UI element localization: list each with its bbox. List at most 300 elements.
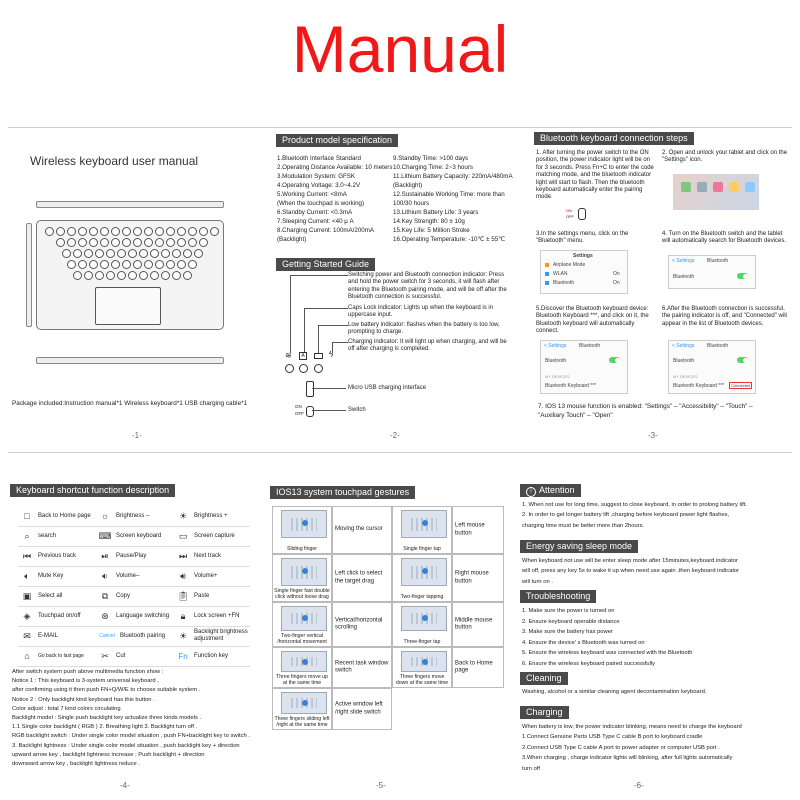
list-line: 4. Ensure the device' s Bluetooth was turned on xyxy=(522,639,645,646)
page-1 xyxy=(8,128,262,448)
list-line: 8.Charging Current: 100mA/200mA xyxy=(277,227,374,234)
gesture-function: Moving the cursor xyxy=(335,526,383,533)
list-line: will turn on . xyxy=(522,578,553,585)
step-7: 7. IOS 13 mouse function is enabled: "Settings" – "Accessibility" – "Touch" – "Auxiliary Touch" – "Open" xyxy=(538,403,753,419)
fn-key-icon: Fn xyxy=(178,651,188,661)
lock-icon: 🔒︎ xyxy=(180,610,186,621)
keyboard-key xyxy=(106,271,115,280)
gesture-cell xyxy=(332,554,392,602)
keyboard-key xyxy=(144,238,153,247)
bluetooth-title: Bluetooth xyxy=(579,343,601,349)
shortcut-row xyxy=(18,646,250,666)
keyboard-key xyxy=(78,238,87,247)
guide-note-2: Caps Lock indicator: Lights up when the keyboard is in uppercase input. xyxy=(348,305,494,319)
shortcut-row xyxy=(18,526,250,546)
list-line: 14.Key Strength: 80 ± 10g xyxy=(393,218,465,225)
keyboard-key xyxy=(144,227,153,236)
list-line: 10.Charging Time: 2~3 hours xyxy=(393,164,473,171)
shortcut-cell xyxy=(174,606,248,626)
step-4: 4. Turn on the Bluetooth switch and the tablet will automatically search for Bluetooth devices. xyxy=(662,231,787,245)
shortcut-cell xyxy=(174,566,248,586)
home-icon: □ xyxy=(24,511,30,521)
list-line: (When the touchpad is working) xyxy=(277,200,365,207)
shortcut-label: Lock screen +FN xyxy=(194,612,240,619)
spec-header: Product model specification xyxy=(276,134,398,147)
attention-header xyxy=(520,484,581,497)
keyboard-side-edge xyxy=(26,223,32,327)
gesture-diagram xyxy=(281,692,327,714)
guide-header: Getting Started Guide xyxy=(276,258,375,271)
switch-off-label: OFF xyxy=(295,411,304,416)
my-devices-label: MY DEVICES xyxy=(673,374,698,379)
touchpad-icon: ◈ xyxy=(23,610,31,621)
wlan-item[interactable]: WLAN xyxy=(553,271,568,277)
keyboard-key xyxy=(177,227,186,236)
keyboard-key xyxy=(67,260,76,269)
next-track-icon: ⏭ xyxy=(178,550,188,561)
bluetooth-title: Bluetooth xyxy=(707,258,729,264)
bluetooth-value: On xyxy=(613,280,620,286)
bluetooth-toggle[interactable] xyxy=(737,357,748,363)
shortcut-cell xyxy=(174,626,248,646)
gesture-cell xyxy=(332,647,392,688)
keyboard-key xyxy=(199,238,208,247)
caps-icon: A xyxy=(299,352,307,360)
back-settings[interactable]: < Settings xyxy=(672,258,695,264)
list-line: 3.Modulation System: GFSK xyxy=(277,173,356,180)
shortcut-cell xyxy=(96,586,170,606)
keyboard-key xyxy=(177,238,186,247)
step-3: 3.In the settings menu, click on the "Bluetooth" menu. xyxy=(536,231,629,245)
keyboard-key xyxy=(155,238,164,247)
keyboard-key xyxy=(117,271,126,280)
info-icon: ! xyxy=(526,487,536,497)
keyboard-key xyxy=(122,238,131,247)
keyboard-key xyxy=(166,260,175,269)
gesture-cell xyxy=(332,602,392,647)
shortcut-label: Mute Key xyxy=(38,572,64,579)
gesture-cell xyxy=(392,647,452,688)
shortcut-cell xyxy=(174,586,248,606)
finger-dot xyxy=(302,659,308,665)
keyboard-key xyxy=(155,227,164,236)
shortcut-cell xyxy=(18,606,92,626)
search-icon: ⌕ xyxy=(24,530,30,541)
list-line: 6. Ensure the wireless keyboard paired successfully xyxy=(522,660,656,667)
keyboard-key xyxy=(56,227,65,236)
gesture-name: Two-finger tapping xyxy=(400,594,444,600)
page-2 xyxy=(270,128,520,448)
list-line: 1. Make sure the power is turned on xyxy=(522,608,615,614)
shortcut-label: Bluetooth pairing xyxy=(120,632,166,639)
keyboard-key xyxy=(84,249,93,258)
cleaning-text: Washing, alcohol or a similar cleaning agent decontamination keyboard. xyxy=(522,689,707,695)
keyboard-key xyxy=(111,227,120,236)
keyboard-key xyxy=(183,271,192,280)
shortcut-label: Brightness – xyxy=(116,512,150,519)
back-icon: ⌂ xyxy=(24,651,30,661)
page-5 xyxy=(264,478,510,794)
gesture-cell xyxy=(272,647,332,688)
gesture-name: Three fingers move down at the same time xyxy=(395,674,449,686)
gesture-cell xyxy=(392,554,452,602)
gesture-name: Two-finger vertical /horizontal movement xyxy=(277,633,327,645)
shortcut-label: Previous track xyxy=(38,552,77,559)
back-settings[interactable]: < Settings xyxy=(672,343,695,349)
finger-dot xyxy=(302,520,308,526)
list-line: 3. Backlight lightness : Under single color model situation , push backlight key + direction xyxy=(12,742,240,749)
gesture-function: Middle mouse button xyxy=(455,616,493,631)
gesture-cell xyxy=(452,688,504,730)
keyboard-key xyxy=(73,249,82,258)
shortcut-cell xyxy=(18,586,92,606)
keyboard-key xyxy=(199,227,208,236)
shortcut-label: Language switching xyxy=(116,612,170,619)
bluetooth-row: Bluetooth xyxy=(673,358,695,364)
bluetooth-toggle[interactable] xyxy=(737,273,748,279)
brightness-up-icon: ☀ xyxy=(178,510,188,521)
keyboard-key xyxy=(73,271,82,280)
shortcut-cell xyxy=(96,526,170,546)
shortcut-cell xyxy=(18,506,92,526)
step-1: 1. After turning the power switch to the ON position, the power indicator light will be on for 3 seconds. Press Fn+C to enter the code matching mode, and the bluetooth indicator light will start to flash. Then the bluetooth keyboard automatically enter the pairing mode. xyxy=(536,150,654,201)
finger-dot xyxy=(302,568,308,574)
keyboard-key xyxy=(155,260,164,269)
page-4 xyxy=(8,478,258,794)
gesture-cell xyxy=(392,602,452,647)
keyboard-key xyxy=(45,227,54,236)
shortcut-label: Copy xyxy=(116,592,131,599)
shortcut-cell xyxy=(96,546,170,566)
list-line: 12.Sustainable Working Time: more than xyxy=(393,191,505,198)
step-6: 6.After the Bluetooth connection is successful, the pairing indicator is off, and "Connected" will appear in the list of Bluetooth devices. xyxy=(662,306,787,327)
keyboard-key xyxy=(172,271,181,280)
keyboard-key xyxy=(89,238,98,247)
keyboard-key xyxy=(67,238,76,247)
list-line: 9.Standby Time: >100 days xyxy=(393,155,469,162)
list-line: 1. When not use for long time, suggest to close keyboard, in order to prolong battery lift. xyxy=(522,502,747,508)
gesture-cell xyxy=(272,506,332,554)
sleep-list xyxy=(522,556,739,587)
mini-on: ON xyxy=(566,208,572,213)
keyboard-key xyxy=(183,249,192,258)
power-switch-icon xyxy=(578,208,586,220)
bt-keyboard-device[interactable]: Bluetooth Keyboard *** xyxy=(673,383,725,389)
keyboard-key xyxy=(56,238,65,247)
backlight-icon: ☀ xyxy=(178,630,188,641)
gesture-name: Three-finger tap xyxy=(403,639,441,645)
shortcut-row xyxy=(18,506,250,526)
page-number: -6- xyxy=(634,781,644,790)
shortcut-cell xyxy=(18,546,92,566)
keyboard-key xyxy=(166,227,175,236)
manual-title: Manual xyxy=(291,12,509,86)
keyboard-key xyxy=(194,249,203,258)
page-1-heading: Wireless keyboard user manual xyxy=(30,154,199,168)
keyboard-key xyxy=(122,260,131,269)
bluetooth-row: Bluetooth xyxy=(673,274,695,280)
shortcut-cell xyxy=(96,606,170,626)
shortcut-row xyxy=(18,546,250,566)
step-2: 2. Open and unlock your tablet and click on the "Settings" icon. xyxy=(662,150,788,164)
gesture-name: Single finger fast double click without loose drag xyxy=(274,588,330,600)
list-line: Notice 2 : Only backlight kind keyboard has this button . xyxy=(12,696,155,703)
keyboard-key xyxy=(188,238,197,247)
guide-note-1: Switching power and Bluetooth connection indicator: Press and hold the power switch for 3 seconds, it will flash after entering the Bluetooth pairing mode, and will be off after the Bluetooth connection is successful. xyxy=(348,272,507,301)
gesture-name: Three fingers sliding left /right at the same time xyxy=(274,716,330,728)
keyboard-bottom-edge xyxy=(36,357,224,364)
shortcut-notes xyxy=(12,668,250,769)
back-settings[interactable]: < Settings xyxy=(544,343,567,349)
list-line: upward arrow key , backlight lightness increase ; Push backlight + direction xyxy=(12,751,205,758)
gesture-diagram xyxy=(281,510,327,538)
gesture-cell xyxy=(392,506,452,554)
shortcut-cell xyxy=(18,526,92,546)
page-number: -5- xyxy=(376,781,386,790)
select-all-icon: ▣ xyxy=(22,590,32,601)
gesture-diagram xyxy=(401,510,447,538)
shortcut-label: Go back to last page xyxy=(38,652,84,659)
keyboard-key xyxy=(78,227,87,236)
list-line: turn off xyxy=(522,765,540,772)
bluetooth-row: Bluetooth xyxy=(545,358,567,364)
shortcut-label: Function key xyxy=(194,652,229,659)
shortcut-row xyxy=(18,626,250,646)
guide-note-3: Low battery indicator: flashes when the battery is too low, prompting to charge. xyxy=(348,322,500,336)
list-line: after confirming using it then push FN+Q/W/E to choose suitable system . xyxy=(12,687,201,694)
charging-list xyxy=(522,722,742,774)
keyboard-key xyxy=(144,260,153,269)
shortcut-cell xyxy=(18,566,92,586)
settings-title: Settings xyxy=(573,253,593,259)
shortcut-row xyxy=(18,566,250,586)
gesture-cell xyxy=(332,506,392,554)
list-line: 11.Lithium Battery Capacity: 220mA/480mA xyxy=(393,173,513,180)
gesture-cell xyxy=(452,506,504,554)
connection-header: Bluetooth keyboard connection steps xyxy=(534,132,694,145)
list-line: 5. Ensure the wireless keyboard was connected with the Bluetooth xyxy=(522,650,693,657)
list-line: 15.Key Life: 5 Million Stroke xyxy=(393,227,470,234)
keyboard-key xyxy=(78,260,87,269)
keyboard-key xyxy=(161,271,170,280)
keyboard-key xyxy=(100,260,109,269)
bluetooth-title: Bluetooth xyxy=(707,343,729,349)
package-included: Package included:Instruction manual*1 Wireless keyboard*1 USB charging cable*1 xyxy=(12,400,248,407)
keyboard-key xyxy=(111,260,120,269)
gesture-diagram xyxy=(401,606,447,631)
keyboard-key xyxy=(111,238,120,247)
previous-track-icon: ⏮ xyxy=(22,550,32,561)
shortcut-label: Backlight brightness adjustment xyxy=(194,629,248,642)
finger-dot xyxy=(422,568,428,574)
bluetooth-toggle[interactable] xyxy=(609,357,620,363)
shortcut-label: Paste xyxy=(194,592,210,599)
power-switch-icon xyxy=(306,406,314,417)
list-line: (Backlight) xyxy=(393,182,423,189)
list-line: After switch system push above multimedia function show : xyxy=(12,669,164,675)
attention-list xyxy=(522,500,747,531)
bluetooth-toggle-screenshot xyxy=(668,255,756,289)
shortcut-row xyxy=(18,606,250,626)
gesture-cell xyxy=(452,602,504,647)
gesture-name: Single finger tap xyxy=(403,546,441,552)
keyboard-key xyxy=(84,271,93,280)
keyboard-key xyxy=(210,227,219,236)
gesture-cell xyxy=(332,688,392,730)
mini-off: OFF xyxy=(566,214,574,219)
gesture-diagram xyxy=(281,606,327,631)
gesture-diagram xyxy=(281,558,327,586)
shortcut-cell xyxy=(96,506,170,526)
page-6 xyxy=(516,478,792,794)
keyboard-key xyxy=(150,249,159,258)
charging-header: Charging xyxy=(520,706,569,719)
copy-icon: ⧉ xyxy=(101,590,109,601)
list-line: 2.Connect USB Type C cable A port to power adapter or computer USB port . xyxy=(522,744,720,751)
keyboard-key xyxy=(89,260,98,269)
gesture-function: Vertical/horizontal scrolling xyxy=(335,616,383,631)
screenshot-icon: ▭ xyxy=(178,530,188,541)
shortcut-row xyxy=(18,586,250,606)
shortcut-label: Brightness + xyxy=(194,512,228,519)
usb-port-icon xyxy=(306,381,314,397)
shortcut-label: Back to Home page xyxy=(38,512,91,519)
list-line: 3.When charging , charge indicator lights will blinking, after full lights automatically xyxy=(522,755,733,762)
shortcut-label: Touchpad on/off xyxy=(38,612,81,619)
usb-label: Micro USB charging interface xyxy=(348,385,427,391)
gestures-header: IOS13 system touchpad gestures xyxy=(270,486,415,499)
guide-note-4: Charging indicator: It will light up when charging, and will be off after charging is completed. xyxy=(348,339,507,353)
shortcut-label: Pause/Play xyxy=(116,552,147,559)
gesture-cell xyxy=(272,688,332,730)
keyboard-top-edge xyxy=(36,201,224,208)
shortcut-header: Keyboard shortcut function description xyxy=(10,484,175,497)
gesture-name: Sliding finger xyxy=(287,546,317,552)
shortcut-cell xyxy=(96,566,170,586)
bluetooth-pairing-icon: Cancel xyxy=(99,633,115,639)
shortcut-label: Volume+ xyxy=(194,572,218,579)
switch-label: Switch xyxy=(348,407,366,413)
list-line: Color adjust : total 7 kind colors circulating xyxy=(12,705,121,712)
keyboard-icon: ⌨ xyxy=(98,530,112,541)
keyboard-key xyxy=(117,249,126,258)
list-line: (Backlight) xyxy=(277,236,307,243)
gesture-function: Recent task window switch xyxy=(335,659,389,674)
shortcut-cell xyxy=(96,646,170,666)
shortcut-label: Volume– xyxy=(116,572,140,579)
bt-keyboard-device[interactable]: Bluetooth Keyboard *** xyxy=(545,383,597,389)
keyboard-key xyxy=(106,249,115,258)
keyboard-key xyxy=(133,227,142,236)
shortcut-label: E-MAIL xyxy=(38,632,59,639)
gesture-diagram xyxy=(401,651,447,672)
keyboard-key xyxy=(150,271,159,280)
keyboard-key xyxy=(67,227,76,236)
gesture-name: Three fingers move up at the same time xyxy=(276,674,328,686)
sleep-header: Energy saving sleep mode xyxy=(520,540,638,553)
switch-on-label: ON xyxy=(295,404,302,409)
gesture-cell xyxy=(272,602,332,647)
shortcut-cell xyxy=(174,546,248,566)
finger-dot xyxy=(422,520,428,526)
gesture-function: Active window left /right slide switch xyxy=(335,701,383,715)
spec-list-left xyxy=(277,154,392,244)
gesture-diagram xyxy=(281,651,327,672)
connected-screenshot xyxy=(668,340,756,394)
keyboard-key xyxy=(95,271,104,280)
keyboard-key xyxy=(177,260,186,269)
touchpad xyxy=(95,287,161,325)
step-5: 5.Discover the Bluetooth keyboard device: Bluetooth Keyboard ***, and click on it, the Bluetooth keyboard will automatically connect. xyxy=(536,306,649,335)
keyboard-key xyxy=(128,249,137,258)
brightness-down-icon: ☼ xyxy=(100,511,110,521)
keyboard-key xyxy=(172,249,181,258)
list-line: 1.Bluetooth Interface Standard xyxy=(277,155,361,162)
gesture-function: Left mouse button xyxy=(455,522,485,536)
list-line: will off, press any key 5s to wake it up when need use again ,then keyboard indicator xyxy=(522,568,740,575)
play-pause-icon: ⏯ xyxy=(101,550,109,561)
gesture-cell xyxy=(452,647,504,688)
keyboard-key xyxy=(139,249,148,258)
keyboard-key xyxy=(100,238,109,247)
list-line: 1.1 Single color backlight ( RGB ) 2. Breathing light 3. Backlight turn off . xyxy=(12,724,198,731)
keyboard-key xyxy=(100,227,109,236)
airplane-mode-item[interactable]: Airplane Mode xyxy=(553,262,586,268)
page-number: -3- xyxy=(648,431,658,440)
gesture-function: Back to Home page xyxy=(455,659,493,674)
volume-down-icon: 🔉︎ xyxy=(102,570,108,581)
battery-icon xyxy=(314,353,323,359)
finger-dot xyxy=(302,700,308,706)
tablet-home-screenshot xyxy=(673,174,759,210)
connected-status: Connected xyxy=(731,383,751,388)
keyboard-key xyxy=(188,227,197,236)
keyboard-key xyxy=(89,227,98,236)
shortcut-label: Next track xyxy=(194,552,222,559)
gesture-cell xyxy=(392,688,452,730)
finger-dot xyxy=(302,615,308,621)
shortcut-cell xyxy=(96,626,174,646)
shortcut-label: search xyxy=(38,532,57,539)
keyboard-key xyxy=(161,249,170,258)
list-line: 7.Sleeping Current: <40 μ A xyxy=(277,218,354,225)
trouble-list xyxy=(522,606,692,670)
keyboard-key xyxy=(128,271,137,280)
keyboard-key xyxy=(62,249,71,258)
gesture-diagram xyxy=(401,558,447,586)
shortcut-label: Select all xyxy=(38,592,63,599)
list-line: downward arrow key , backlight lightness reduce . xyxy=(12,761,140,768)
spec-list-right xyxy=(393,154,513,244)
list-line: RGB backlight switch : Under single color model situation , push FN+backlight key to switch . xyxy=(12,733,250,740)
list-line: 13.Lithium Battery Life: 3 years xyxy=(393,209,479,216)
email-icon: ✉ xyxy=(23,630,31,641)
language-icon: ⊛ xyxy=(101,610,109,621)
mute-icon: 🔈︎ xyxy=(24,570,30,581)
list-line: Notice 1 : This keyboard is 3-system universal keyboard , xyxy=(12,678,159,685)
bluetooth-item[interactable]: Bluetooth xyxy=(553,280,575,286)
keyboard-key xyxy=(122,227,131,236)
list-line: 100/30 hours xyxy=(393,200,430,207)
trouble-header: Troubleshooting xyxy=(520,590,596,603)
keyboard-key xyxy=(139,271,148,280)
finger-dot xyxy=(422,659,428,665)
gesture-cell xyxy=(452,554,504,602)
shortcut-cell xyxy=(18,646,92,666)
keyboard-key xyxy=(95,249,104,258)
list-line: 3. Make sure the battery has power xyxy=(522,629,613,636)
volume-up-icon: 🔊︎ xyxy=(180,570,186,581)
